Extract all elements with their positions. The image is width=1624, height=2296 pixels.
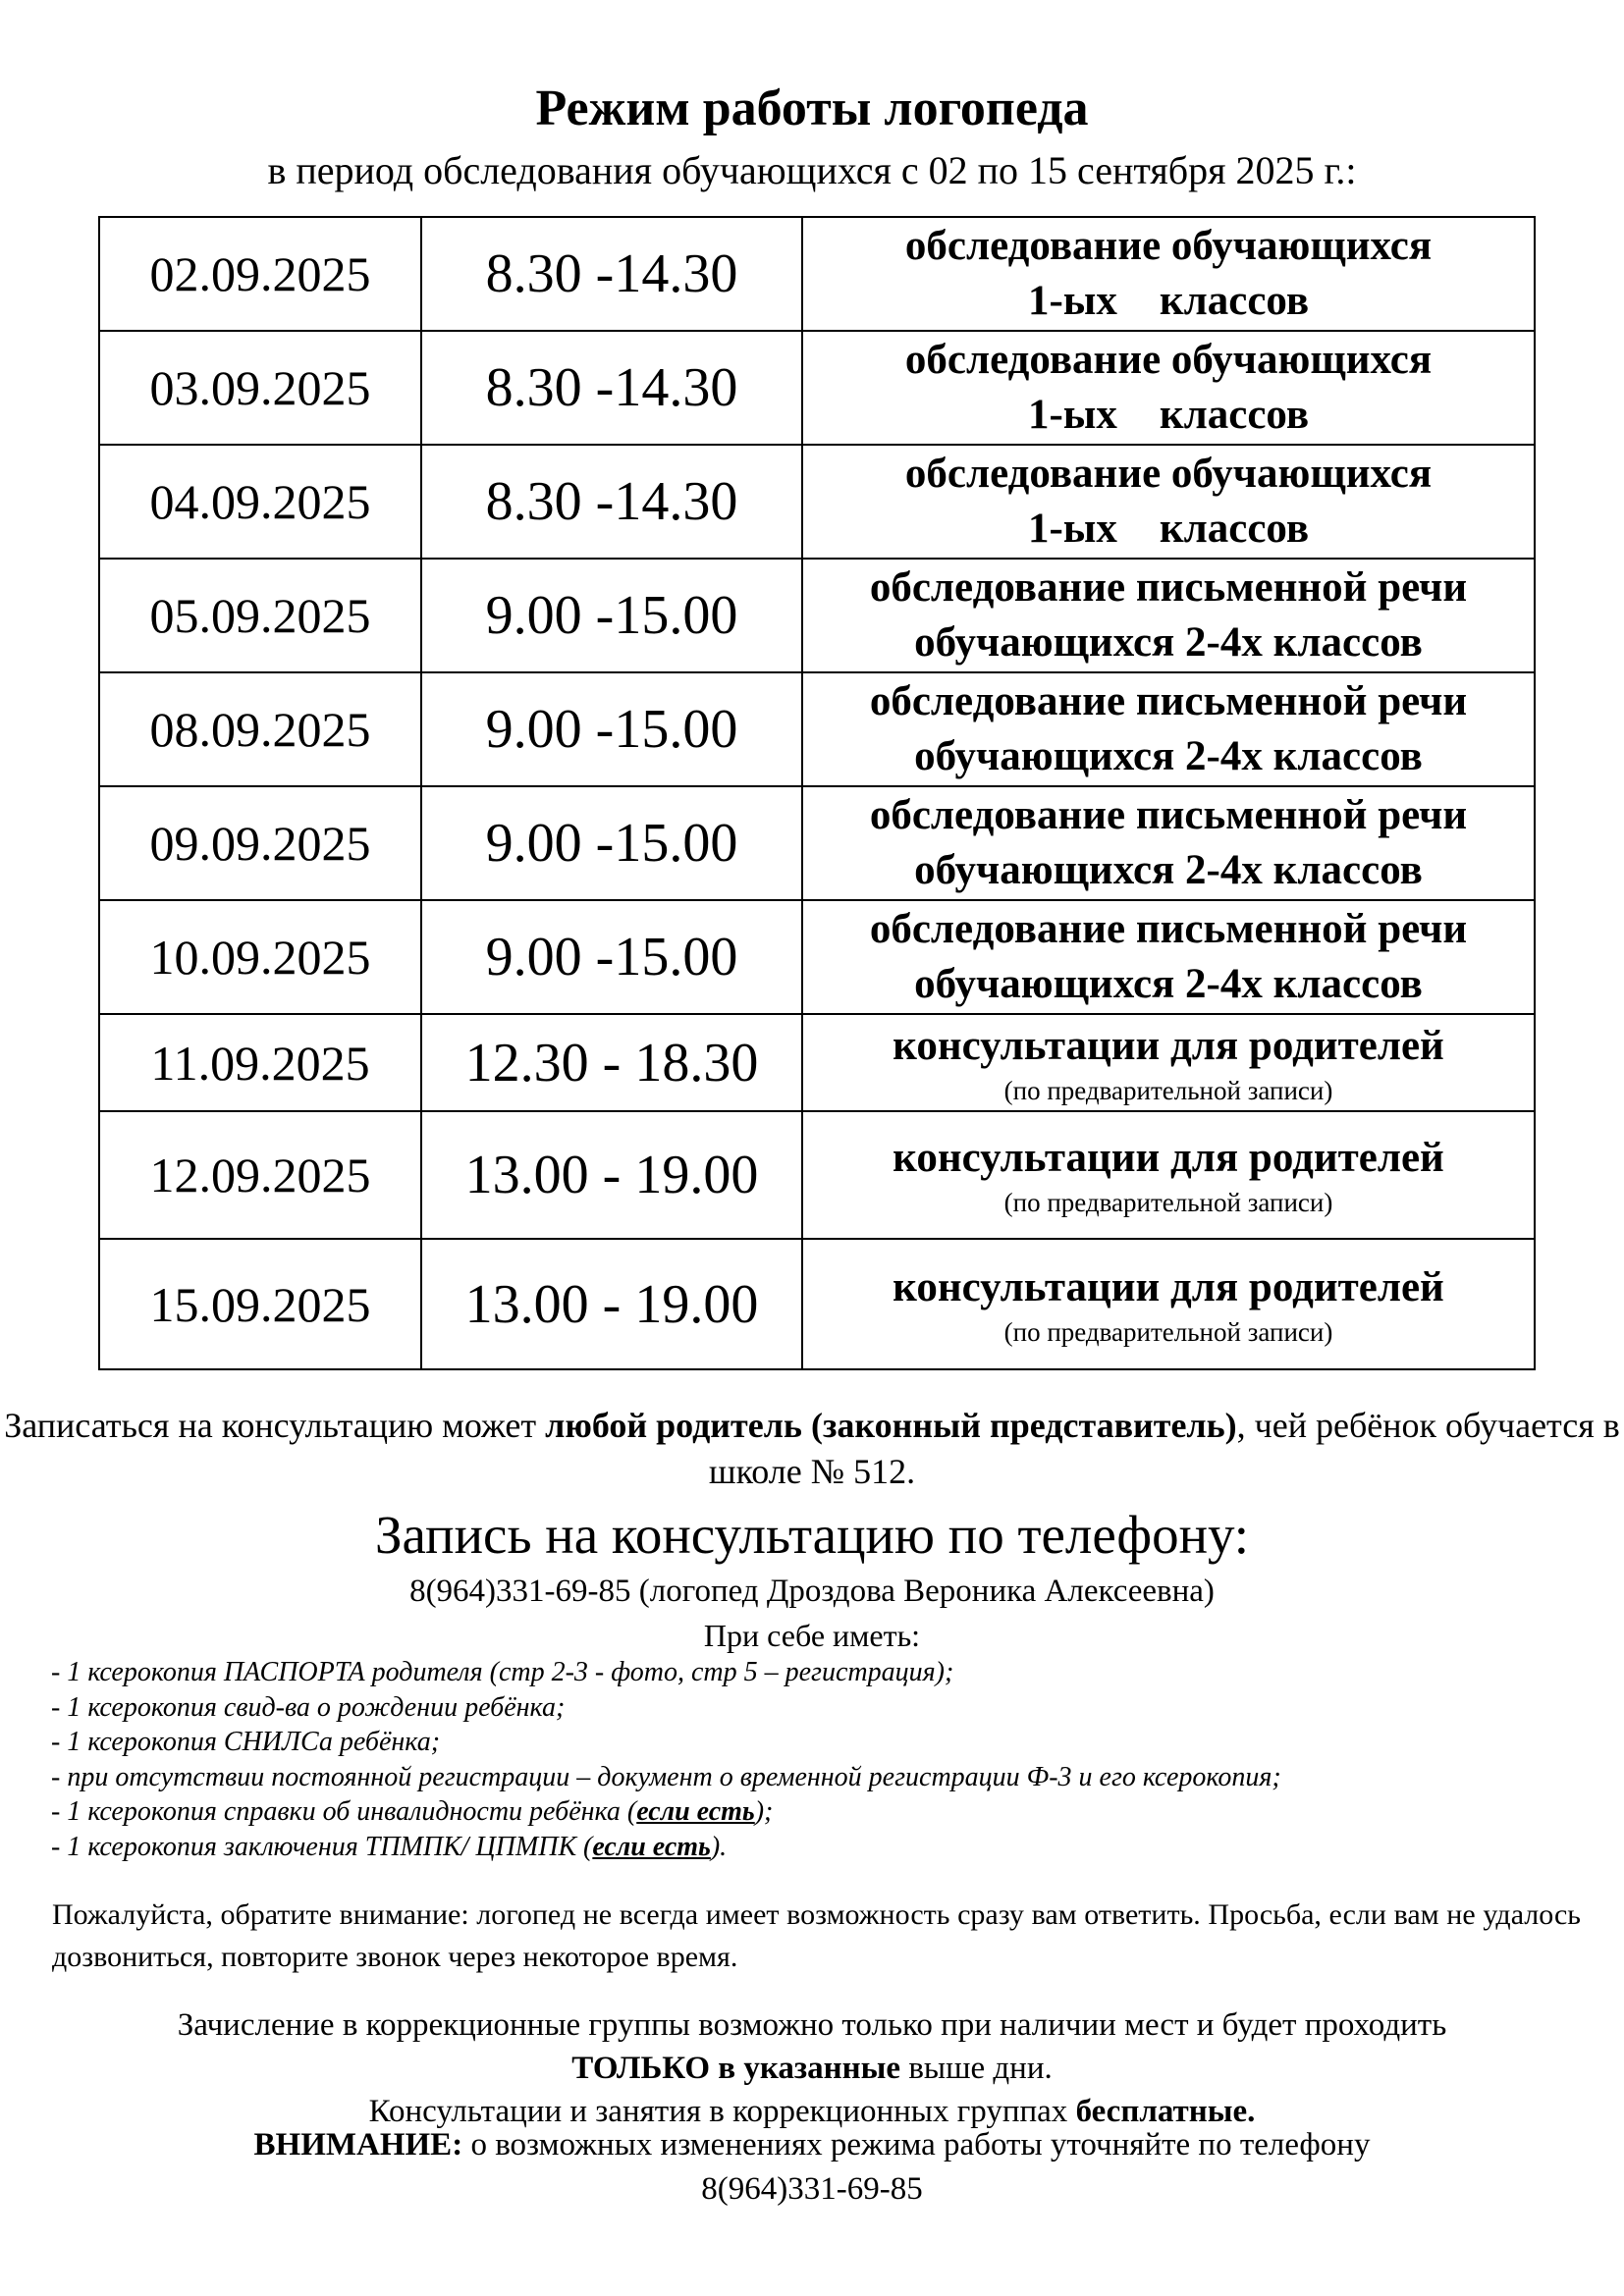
activity-line: обучающихся 2-4х классов xyxy=(914,619,1423,666)
schedule-table xyxy=(98,216,1536,1370)
time-cell: 9.00 -15.00 xyxy=(421,672,802,786)
table-row xyxy=(99,1014,1535,1111)
list-item xyxy=(51,1830,1602,1865)
documents-list xyxy=(51,1655,1602,1864)
activity-line: обследование письменной речи xyxy=(869,678,1468,724)
table-row xyxy=(99,672,1535,786)
list-item xyxy=(51,1760,1602,1795)
time-cell: 12.30 - 18.30 xyxy=(421,1014,802,1111)
date-cell: 10.09.2025 xyxy=(99,900,421,1014)
table-row xyxy=(99,1111,1535,1239)
free-services-text: Консультации и занятия в коррекционных группах xyxy=(368,2094,1076,2129)
list-item-text: - 1 ксерокопия справки об инвалидности ребёнка ( xyxy=(51,1796,637,1827)
enrollment-bold: ТОЛЬКО в указанные xyxy=(571,2051,901,2086)
activity-line: 1-ых классов xyxy=(1027,278,1310,324)
time-cell: 8.30 -14.30 xyxy=(421,445,802,559)
list-item-tail: ); xyxy=(754,1796,774,1827)
date-cell: 03.09.2025 xyxy=(99,331,421,445)
table-row xyxy=(99,331,1535,445)
signup-text-a: Записаться на консультацию может xyxy=(4,1406,546,1445)
activity-line: обследование письменной речи xyxy=(869,564,1468,611)
time-cell: 13.00 - 19.00 xyxy=(421,1111,802,1239)
date-cell: 15.09.2025 xyxy=(99,1239,421,1369)
table-row xyxy=(99,559,1535,672)
callback-notice: Пожалуйста, обратите внимание: логопед не всегда имеет возможность сразу вам ответить. Просьба, если вам не удалось дозвониться, повторите звонок через некоторое время. xyxy=(52,1898,1581,1973)
free-services-bold: бесплатные. xyxy=(1075,2094,1256,2129)
activity-line: обследование обучающихся xyxy=(904,337,1433,383)
list-item-text: - при отсутствии постоянной регистрации – документ о временной регистрации Ф-3 и его ксерокопия; xyxy=(51,1761,1281,1792)
activity-line: 1-ых классов xyxy=(1027,506,1310,552)
bring-heading: При себе иметь: xyxy=(703,1618,921,1653)
activity-cell xyxy=(802,1014,1535,1111)
date-cell: 02.09.2025 xyxy=(99,217,421,331)
signup-info xyxy=(0,1403,1624,1495)
date-cell: 09.09.2025 xyxy=(99,786,421,900)
activity-line: обследование письменной речи xyxy=(869,906,1468,952)
activity-cell xyxy=(802,900,1535,1014)
activity-cell xyxy=(802,331,1535,445)
date-cell: 04.09.2025 xyxy=(99,445,421,559)
table-row xyxy=(99,217,1535,331)
activity-cell xyxy=(802,445,1535,559)
table-row xyxy=(99,1239,1535,1369)
list-item xyxy=(51,1655,1602,1690)
list-item xyxy=(51,1794,1602,1830)
if-available-emphasis: если есть xyxy=(636,1796,755,1827)
activity-line: обследование письменной речи xyxy=(869,792,1468,838)
activity-line: обучающихся 2-4х классов xyxy=(914,961,1423,1007)
activity-line: консультации для родителей xyxy=(893,1135,1444,1181)
activity-cell xyxy=(802,217,1535,331)
activity-line: консультации для родителей xyxy=(893,1022,1444,1069)
enrollment-line: Зачисление в коррекционные группы возможно только при наличии мест и будет проходить xyxy=(177,2007,1447,2043)
warning-label: ВНИМАНИЕ: xyxy=(253,2127,463,2163)
phone-heading: Запись на консультацию по телефону: xyxy=(374,1505,1250,1565)
time-cell: 9.00 -15.00 xyxy=(421,900,802,1014)
list-item-text: - 1 ксерокопия СНИЛСа ребёнка; xyxy=(51,1727,441,1757)
time-cell: 9.00 -15.00 xyxy=(421,786,802,900)
enrollment-line xyxy=(0,2047,1624,2090)
warning-text: о возможных изменениях режима работы уточняйте по телефону xyxy=(462,2127,1371,2163)
list-item-tail: ). xyxy=(710,1831,728,1862)
activity-line: 1-ых классов xyxy=(1027,392,1310,438)
activity-cell xyxy=(802,559,1535,672)
date-cell: 12.09.2025 xyxy=(99,1111,421,1239)
enrollment-tail: выше дни. xyxy=(900,2051,1053,2086)
activity-cell xyxy=(802,672,1535,786)
table-row xyxy=(99,786,1535,900)
time-cell: 8.30 -14.30 xyxy=(421,331,802,445)
list-item xyxy=(51,1690,1602,1726)
list-item xyxy=(51,1725,1602,1760)
activity-line: обследование обучающихся xyxy=(904,451,1433,497)
if-available-emphasis: если есть xyxy=(592,1831,711,1862)
appointment-note: (по предварительной записи) xyxy=(1003,1188,1333,1217)
phone-contact: 8(964)331-69-85 (логопед Дроздова Вероника Алексеевна) xyxy=(409,1574,1215,1609)
date-cell: 05.09.2025 xyxy=(99,559,421,672)
appointment-note: (по предварительной записи) xyxy=(1003,1316,1333,1347)
activity-line: обучающихся 2-4х классов xyxy=(914,847,1423,893)
enrollment-info xyxy=(0,2003,1624,2133)
activity-line: консультации для родителей xyxy=(893,1263,1444,1310)
activity-line: обучающихся 2-4х классов xyxy=(914,733,1423,779)
activity-cell xyxy=(802,786,1535,900)
signup-text-b: , чей ребёнок обучается в школе № 512. xyxy=(708,1406,1620,1491)
warning-info xyxy=(0,2123,1624,2212)
signup-text-bold: любой родитель (законный представитель) xyxy=(545,1406,1237,1445)
time-cell: 13.00 - 19.00 xyxy=(421,1239,802,1369)
page-title: Режим работы логопеда xyxy=(535,80,1089,136)
activity-line: обследование обучающихся xyxy=(904,223,1433,269)
list-item-text: - 1 ксерокопия заключения ТПМПК/ ЦПМПК ( xyxy=(51,1831,593,1862)
table-row xyxy=(99,900,1535,1014)
warning-phone: 8(964)331-69-85 xyxy=(701,2171,923,2207)
date-cell: 08.09.2025 xyxy=(99,672,421,786)
time-cell: 8.30 -14.30 xyxy=(421,217,802,331)
table-row xyxy=(99,445,1535,559)
activity-cell xyxy=(802,1111,1535,1239)
page-subtitle: в период обследования обучающихся с 02 по 15 сентября 2025 г.: xyxy=(267,148,1357,192)
appointment-note: (по предварительной записи) xyxy=(1003,1075,1333,1105)
list-item-text: - 1 ксерокопия свид-ва о рождении ребёнка; xyxy=(51,1691,566,1723)
activity-cell xyxy=(802,1239,1535,1369)
warning-line xyxy=(0,2123,1624,2167)
list-item-text: - 1 ксерокопия ПАСПОРТА родителя (стр 2-3 - фото, стр 5 – регистрация); xyxy=(51,1657,954,1687)
time-cell: 9.00 -15.00 xyxy=(421,559,802,672)
date-cell: 11.09.2025 xyxy=(99,1014,421,1111)
